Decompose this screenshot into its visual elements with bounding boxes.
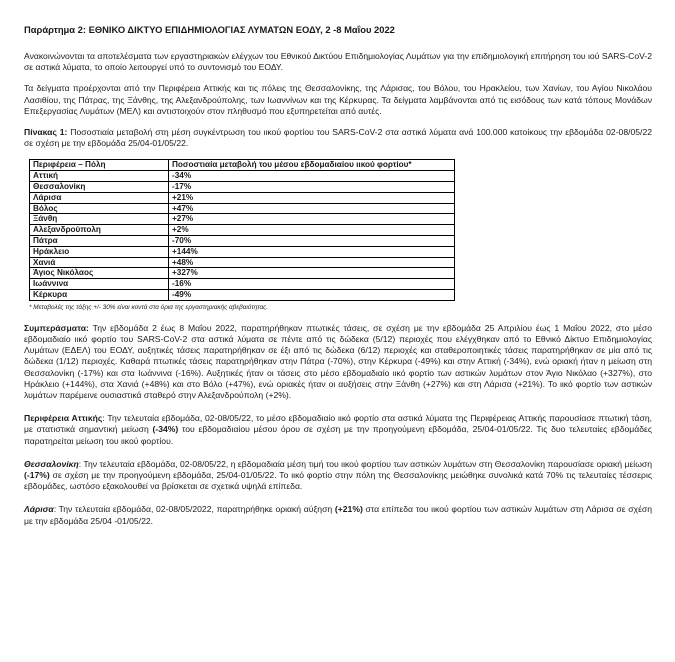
change-cell: -70%	[169, 236, 455, 247]
attica-text-a: : Την τελευταία εβδομάδα, 02-08/05/22, το μέσο εβδομαδιαίο ιικό φορτίο στα αστικά λύματα της Περιφέρειας Αττικής παρουσίασε πτωτική τάση, με στατιστικά σημαντική μείωση	[24, 413, 652, 435]
region-cell: Ηράκλειο	[30, 246, 169, 257]
header-region: Περιφέρεια – Πόλη	[30, 160, 169, 171]
region-cell: Ξάνθη	[30, 214, 169, 225]
change-cell: +327%	[169, 268, 455, 279]
thessaloniki-text-c: σε σχέση με την προηγούμενη εβδομάδα, 25/04-01/05/22. Το ιικό φορτίο στην πόλη της Θεσσαλονίκης μειώθηκε συνολικά κατά 70% τις τελευταίες τέσσερις εβδομάδες, ωστόσο εξακολουθεί να βρίσκεται σε σχετικά υψηλά επίπεδα.	[24, 470, 652, 492]
change-cell: +21%	[169, 192, 455, 203]
attica-text-c: του εβδομαδιαίου μέσου όρου σε σχέση με την προηγούμενη εβδομάδα, 25/04-01/05/22. Τις δυο τελευταίες εβδομάδες παρατηρείται μείωση του ιικού φορτίου.	[24, 424, 652, 446]
larisa-label: Λάρισα	[24, 504, 54, 515]
larisa-text-a: : Την τελευταία εβδομάδα, 02-08/05/2022, παρατηρήθηκε οριακή αύξηση	[53, 504, 335, 515]
table-row	[30, 225, 455, 236]
table-row	[30, 182, 455, 193]
region-cell: Χανιά	[30, 257, 169, 268]
change-cell: +2%	[169, 225, 455, 236]
table-row	[30, 246, 455, 257]
table-row	[30, 268, 455, 279]
conclusions-paragraph	[24, 323, 652, 401]
region-cell: Θεσσαλονίκη	[30, 182, 169, 193]
larisa-text-c: στα επίπεδα του ιικού φορτίου των αστικών λυμάτων στη Λάρισα σε σχέση με την εβδομάδα 25/04 -01/05/22.	[24, 504, 652, 526]
table-row	[30, 257, 455, 268]
larisa-value: (+21%)	[334, 504, 363, 515]
table-row	[30, 171, 455, 182]
table-caption-text: Ποσοστιαία μεταβολή στη μέση συγκέντρωση του ιικού φορτίου του SARS-CoV-2 στα αστικά λύματα ανά 100.000 κατοίκους την εβδομάδα 02-08/05/22 σε σχέση με την εβδομάδα 25/04-01/05/22.	[24, 127, 652, 149]
table-row	[30, 192, 455, 203]
table-caption	[24, 127, 652, 149]
table-note: * Μεταβολές της τάξης +/- 30% είναι κοντά στα όρια της εργαστηριακής αβεβαιότητας.	[29, 303, 268, 311]
change-cell: +27%	[169, 214, 455, 225]
conclusions-text: Την εβδομάδα 2 έως 8 Μαΐου 2022, παρατηρήθηκαν πτωτικές τάσεις, σε σχέση με την εβδομάδα 25 Απριλίου έως 1 Μαΐου 2022, στο μέσο εβδομαδιαίο ιικό φορτίο του SARS-CoV-2 στα αστικά λύματα σε πέντε από τις δώδεκα (5/12) περιοχές που ελέγχθηκαν από το Εθνικό Δίκτυο Επιδημιολογίας Λυμάτων (ΕΔΕΛ) του ΕΟΔΥ, αυξητικές τάσεις παρατηρήθηκαν σε έξι από τις δώδεκα (6/12) περιοχές και σταθεροποιητικές τάσεις παρατηρήθηκαν σε μία από τις δώδεκα (1/12) περιοχές. Καθαρά πτωτικές τάσεις παρατηρήθηκαν στην Πάτρα (-70%), στην Κέρκυρα (-49%) και στην Αττική (-34%), ενώ οριακή ήταν η μείωση στη Θεσσαλονίκη (-17%) και στα Ιωάννινα (-16%). Αυξητικές ήταν οι τάσεις στο μέσο εβδομαδιαίο ιικό φορτίο των αστικών λυμάτων στον Άγιο Νικόλαο (+327%), στο Ηράκλειο (+144%), στα Χανιά (+48%) και στο Βόλο (+47%), ενώ οριακές ήταν οι αυξήσεις στην Ξάνθη (+27%) και στη Λάρισα (+21%). Το ιικό φορτίο των αστικών λυμάτων παρέμεινε ουσιαστικά σταθερό στην Αλεξανδρούπολη (+2%).	[24, 322, 652, 400]
region-cell: Αττική	[30, 171, 169, 182]
table-row	[30, 214, 455, 225]
table-header-row	[30, 160, 455, 171]
results-table	[29, 159, 455, 300]
table-row	[30, 279, 455, 290]
change-cell: +48%	[169, 257, 455, 268]
thessaloniki-value: (-17%)	[24, 470, 50, 481]
samples-paragraph: Τα δείγματα προέρχονται από την Περιφέρεια Αττικής και τις πόλεις της Θεσσαλονίκης, της Λάρισας, του Βόλου, του Ηρακλείου, των Χανίων, του Αγίου Νικολάου Λασιθίου, της Πάτρας, της Ξάνθης, της Αλεξανδρούπολης, των Ιωαννίνων και της Κέρκυρας. Τα δείγματα λαμβάνονται από τις εισόδους των κατά τόπους Μονάδων Επεξεργασίας Λυμάτων (ΜΕΛ) και αντιστοιχούν στον πληθυσμό που εξυπηρετείται από αυτές.	[24, 83, 652, 116]
larisa-paragraph	[24, 504, 652, 526]
document-page	[24, 24, 652, 527]
change-cell: +47%	[169, 203, 455, 214]
thessaloniki-text-a: : Την τελευταία εβδομάδα, 02-08/05/22, η εβδομαδιαία μέση τιμή του ιικού φορτίου των αστικών λυμάτων στη Θεσσαλονίκη παρουσίασε οριακή μείωση	[78, 458, 652, 469]
change-cell: -17%	[169, 182, 455, 193]
attica-value: (-34%)	[152, 424, 179, 435]
change-cell: -16%	[169, 279, 455, 290]
change-cell: +144%	[169, 246, 455, 257]
attica-label: Περιφέρεια Αττικής	[24, 413, 103, 424]
region-cell: Ιωάννινα	[30, 279, 169, 290]
region-cell: Άγιος Νικόλαος	[30, 268, 169, 279]
document-title: Παράρτημα 2: ΕΘΝΙΚΟ ΔΙΚΤΥΟ ΕΠΙΔΗΜΙΟΛΟΓΙΑΣ ΛΥΜΑΤΩΝ ΕΟΔΥ, 2 -8 Μαΐου 2022	[24, 24, 395, 35]
table-caption-label: Πίνακας 1:	[24, 127, 68, 138]
attica-paragraph	[24, 413, 652, 447]
conclusions-label: Συμπεράσματα:	[24, 322, 89, 333]
table-row	[30, 203, 455, 214]
thessaloniki-label: Θεσσαλονίκη	[24, 458, 79, 469]
table-row	[30, 289, 455, 300]
change-cell: -34%	[169, 171, 455, 182]
region-cell: Βόλος	[30, 203, 169, 214]
region-cell: Κέρκυρα	[30, 289, 169, 300]
table-row	[30, 236, 455, 247]
intro-paragraph: Ανακοινώνονται τα αποτελέσματα των εργαστηριακών ελέγχων του Εθνικού Δικτύου Επιδημιολογίας Λυμάτων για την επιδημιολογική επιτήρηση του ιού SARS-CoV-2 σε αστικά λύματα, το οποίο λειτουργεί υπό το συντονισμό του ΕΟΔΥ.	[24, 51, 652, 73]
change-cell: -49%	[169, 289, 455, 300]
header-change: Ποσοστιαία μεταβολή του μέσου εβδομαδιαίου ιικού φορτίου*	[169, 160, 455, 171]
region-cell: Πάτρα	[30, 236, 169, 247]
thessaloniki-paragraph	[24, 459, 652, 493]
region-cell: Αλεξανδρούπολη	[30, 225, 169, 236]
region-cell: Λάρισα	[30, 192, 169, 203]
